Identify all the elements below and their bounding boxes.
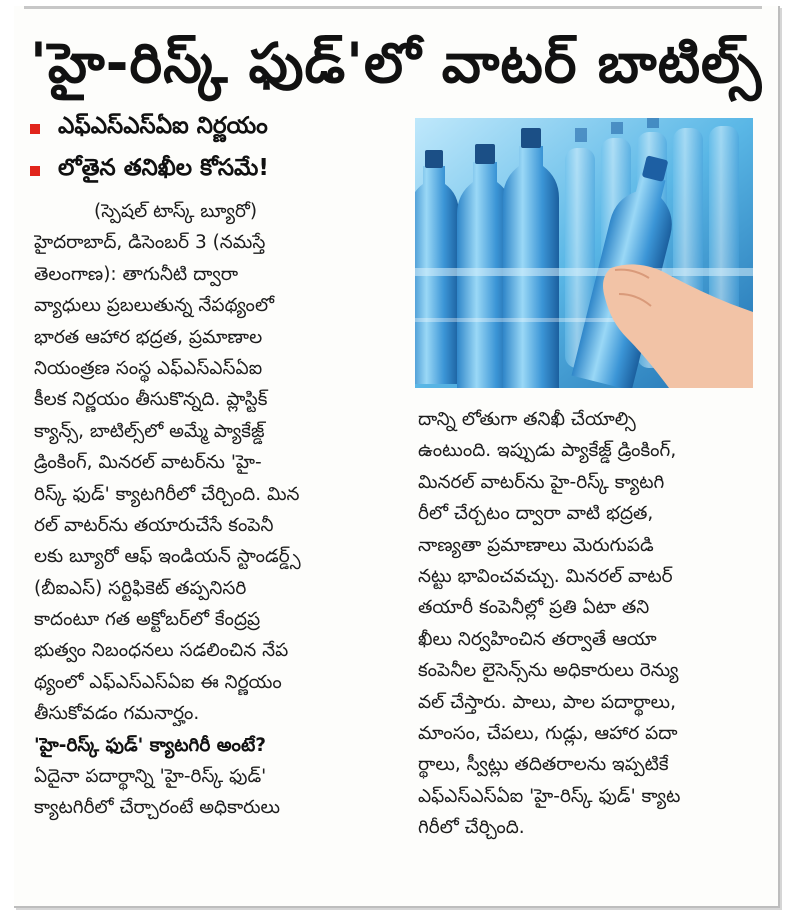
body-line: లకు బ్యూరో ఆఫ్ ఇండియన్ స్టాండర్డ్స్	[34, 546, 301, 568]
body-line: క్యాటగిరీలో చేర్చారంటే అధికారులు	[34, 797, 281, 819]
bullet-text: లోతైన తనిఖీల కోసమే!	[58, 155, 269, 181]
body-line: (బీఐఎస్) సర్టిఫికెట్ తప్పనిసరి	[34, 577, 247, 599]
bullet-item	[30, 108, 390, 150]
top-rule	[24, 6, 762, 9]
body-line: వ్యాధులు ప్రబలుతున్న నేపథ్యంలో	[34, 295, 274, 317]
body-line: క్యాన్స్, బాటిల్స్‌లో అమ్మే ప్యాకేజ్డ్	[34, 420, 265, 442]
water-bottles-illustration	[415, 118, 753, 388]
red-square-bullet-icon	[30, 166, 40, 176]
body-line: ఎఫ్ఎస్ఎస్ఏఐ 'హై-రిస్క్ ఫుడ్' క్యాట	[418, 785, 681, 807]
bullet-list	[30, 108, 390, 192]
body-line: హైదరాబాద్, డిసెంబర్ 3 (నమస్తే	[34, 232, 266, 254]
bullet-text: ఎఫ్ఎస్ఎస్ఏఐ నిర్ణయం	[58, 113, 268, 139]
body-line: తెలంగాణ): తాగునీటి ద్వారా	[34, 263, 239, 285]
body-line: రల్ వాటర్‌ను తయారుచేసే కంపెనీ	[34, 514, 274, 536]
body-line: వల్ చేస్తారు. పాలు, పాల పదార్థాలు,	[418, 691, 676, 713]
bullet-item	[30, 150, 390, 192]
body-line: మాంసం, చేపలు, గుడ్లు, ఆహార పదా	[418, 722, 678, 744]
subheading: 'హై-రిస్క్ ఫుడ్' క్యాటగిరీ అంటే?	[34, 734, 266, 756]
body-line: రిస్క్ ఫుడ్' క్యాటగిరీలో చేర్చింది. మిన	[34, 483, 300, 505]
byline: (స్పెషల్ టాస్క్ బ్యూరో)	[94, 201, 258, 222]
body-line: ఏదైనా పదార్థాన్ని 'హై-రిస్క్ ఫుడ్'	[34, 766, 267, 788]
article-left-column	[34, 196, 400, 824]
body-line: దాన్ని లోతుగా తనిఖీ చేయాల్సి	[418, 409, 636, 430]
body-line: కంపెనీల లైసెన్స్‌ను అధికారులు రెన్యు	[418, 660, 679, 682]
body-line: భారత ఆహార భద్రత, ప్రమాణాల	[34, 326, 263, 348]
body-line: థ్యంలో ఎఫ్ఎస్ఎస్ఏఐ ఈ నిర్ణయం	[34, 671, 282, 693]
red-square-bullet-icon	[30, 124, 40, 134]
body-line: ర్థాలు, స్వీట్లు తదితరాలను ఇప్పటికే	[418, 754, 669, 776]
body-line: డ్రింకింగ్, మినరల్ వాటర్‌ను 'హై-	[34, 452, 262, 474]
body-line: గిరీలో చేర్చింది.	[418, 817, 525, 839]
article-right-column	[418, 404, 760, 843]
body-line: రీలో చేర్చటం ద్వారా వాటి భద్రత,	[418, 503, 654, 525]
body-line: భుత్వం నిబంధనలు సడలించిన నేప	[34, 640, 289, 662]
body-line: కాదంటూ గత అక్టోబర్‌లో కేంద్రప్ర	[34, 609, 261, 631]
body-line: ఉంటుంది. ఇప్పుడు ప్యాకేజ్డ్ డ్రింకింగ్,	[418, 440, 677, 462]
article-headline: 'హై-రిస్క్ ఫుడ్'లో వాటర్ బాటిల్స్	[30, 31, 763, 95]
body-line: నాణ్యతా ప్రమాణాలు మెరుగుపడి	[418, 534, 654, 556]
body-line: కీలక నిర్ణయం తీసుకొన్నది. ప్లాస్టిక్	[34, 389, 268, 411]
body-line: నియంత్రణ సంస్థ ఎఫ్ఎస్ఎస్ఏఐ	[34, 357, 263, 379]
body-line: ఖీలు నిర్వహించిన తర్వాతే ఆయా	[418, 628, 657, 650]
body-line: నట్టు భావించవచ్చు. మినరల్ వాటర్	[418, 565, 673, 587]
body-line: మినరల్ వాటర్‌ను హై-రిస్క్ క్యాటగి	[418, 471, 665, 493]
body-line: తయారీ కంపెనీల్లో ప్రతి ఏటా తని	[418, 597, 650, 619]
body-line: తీసుకోవడం గమనార్హం.	[34, 703, 200, 725]
water-bottles-photo	[415, 118, 753, 388]
